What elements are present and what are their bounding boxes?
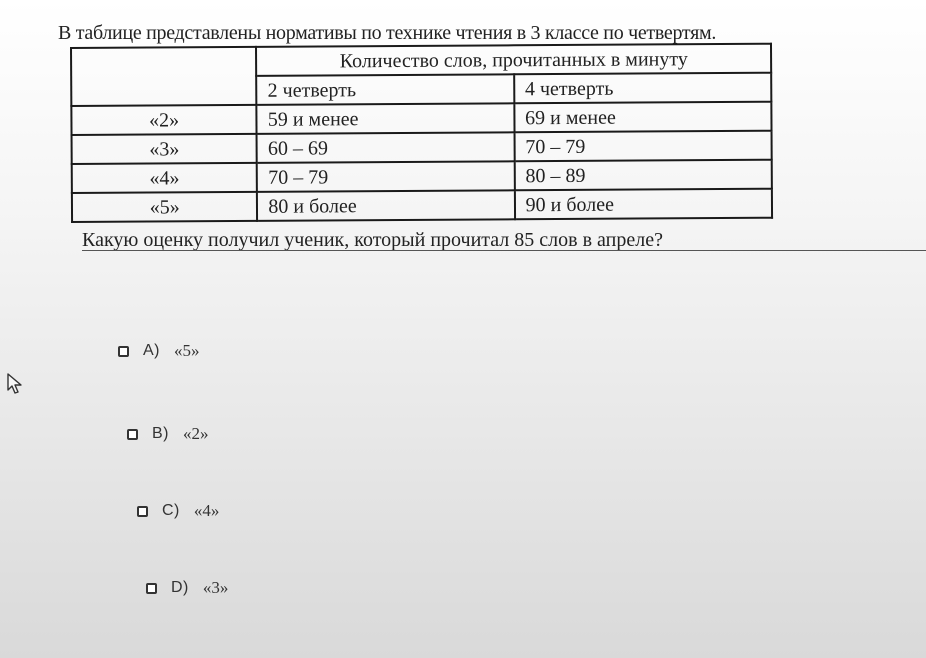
quarter-2-cell: 60 – 69 [257, 132, 514, 163]
option-c[interactable] [137, 501, 219, 521]
reading-norms-table [70, 43, 773, 223]
intro-text: В таблице представлены нормативы по технике чтения в 3 классе по четвертям. [58, 22, 717, 44]
checkbox-icon[interactable] [137, 506, 148, 517]
quarter-2-cell: 80 и более [257, 190, 514, 221]
option-text: «2» [183, 424, 209, 443]
checkbox-icon[interactable] [146, 583, 157, 594]
quarter-2-cell: 59 и менее [257, 103, 514, 134]
option-letter: C) [162, 502, 180, 519]
quarter-2-cell: 70 – 79 [257, 161, 514, 192]
table-row [72, 189, 772, 222]
quarter-4-cell: 69 и менее [514, 102, 772, 133]
option-b[interactable] [127, 424, 209, 444]
table-row [71, 102, 771, 135]
subheader-quarter-2: 2 четверть [257, 74, 514, 105]
grade-cell: «4» [72, 163, 258, 193]
quarter-4-cell: 90 и более [515, 189, 773, 220]
option-a[interactable] [118, 341, 200, 361]
option-text: «3» [202, 578, 229, 597]
option-text: «4» [193, 501, 220, 520]
option-letter: A) [143, 342, 160, 359]
table-header-row [71, 44, 771, 77]
quarter-4-cell: 80 – 89 [514, 160, 772, 191]
table-row [72, 131, 772, 164]
grade-cell: «2» [71, 105, 257, 135]
quarter-4-cell: 70 – 79 [514, 131, 772, 162]
option-text: «5» [174, 341, 200, 360]
mouse-pointer-icon [6, 372, 24, 396]
table-corner-cell [71, 47, 257, 106]
checkbox-icon[interactable] [118, 346, 129, 357]
grade-cell: «5» [72, 192, 258, 222]
question-text: Какую оценку получил ученик, который прочитал 85 слов в апреле? [82, 229, 663, 251]
question-divider [82, 250, 926, 251]
option-letter: B) [152, 425, 169, 442]
subheader-quarter-4: 4 четверть [514, 73, 772, 104]
table-row [72, 160, 772, 193]
option-letter: D) [171, 579, 189, 596]
option-d[interactable] [146, 578, 228, 598]
checkbox-icon[interactable] [127, 429, 138, 440]
grade-cell: «3» [72, 134, 258, 164]
table-main-header: Количество слов, прочитанных в минуту [256, 44, 771, 76]
